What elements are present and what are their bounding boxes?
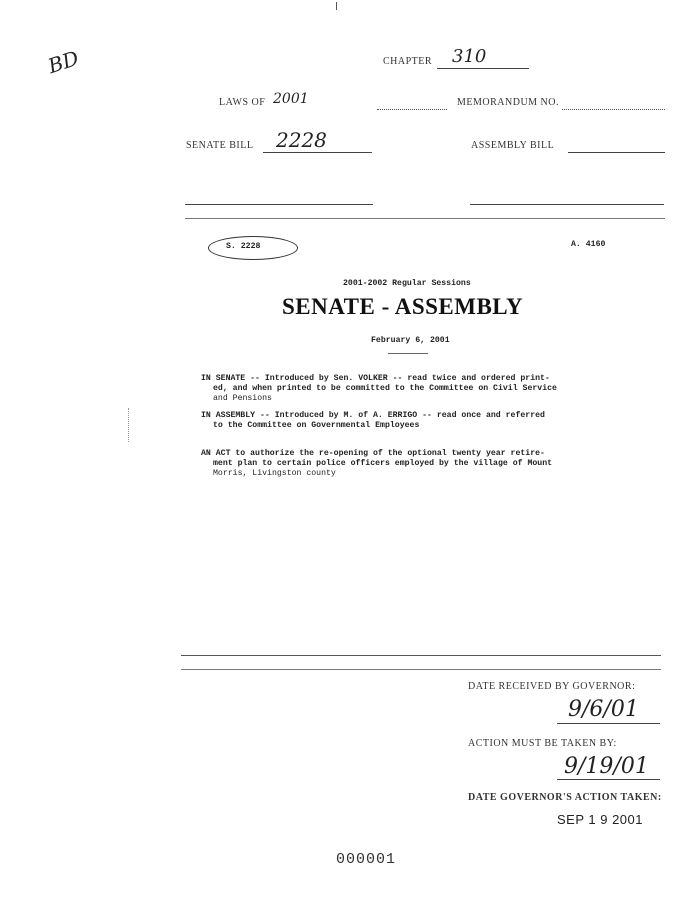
- senate-bill-value: 2228: [276, 128, 327, 152]
- laws-underline: [377, 109, 447, 110]
- bottom-rule-1: [181, 655, 661, 656]
- corner-handwritten-mark: BD: [45, 45, 82, 79]
- page-number: 000001: [336, 851, 397, 868]
- assembly-bill-number: A. 4160: [571, 240, 606, 249]
- senate-bill-label: SENATE BILL: [186, 140, 254, 151]
- chapter-label: CHAPTER: [383, 56, 433, 67]
- form-divider-right: [470, 204, 664, 205]
- date-received-underline: [557, 723, 660, 724]
- act-line-2: ment plan to certain police officers employed by the village of Mount: [213, 459, 553, 468]
- action-by-underline: [557, 779, 660, 780]
- assembly-intro-line-2: to the Committee on Governmental Employees: [213, 421, 420, 430]
- date-underline: [388, 353, 428, 354]
- date-received-value: 9/6/01: [568, 697, 639, 722]
- action-by-label: ACTION MUST BE TAKEN BY:: [468, 738, 617, 749]
- chapter-value: 310: [452, 46, 487, 67]
- session-line: 2001-2002 Regular Sessions: [343, 279, 471, 288]
- memorandum-underline: [562, 109, 665, 110]
- senate-intro-line-3: and Pensions: [213, 394, 272, 403]
- chapter-underline: [437, 68, 529, 69]
- scan-tick: [336, 2, 337, 10]
- senate-intro-line-1: IN SENATE -- Introduced by Sen. VOLKER -- read twice and ordered print-: [201, 374, 550, 383]
- form-divider-full: [185, 218, 665, 219]
- bill-date: February 6, 2001: [371, 336, 450, 345]
- memorandum-label: MEMORANDUM NO.: [457, 97, 560, 108]
- action-taken-stamp: SEP 1 9 2001: [557, 812, 643, 827]
- senate-intro-line-2: ed, and when printed to be committed to the Committee on Civil Service: [213, 384, 557, 393]
- action-taken-label: DATE GOVERNOR'S ACTION TAKEN:: [468, 792, 662, 803]
- action-by-value: 9/19/01: [564, 754, 649, 779]
- senate-bill-number: S. 2228: [226, 242, 261, 251]
- bill-title: SENATE - ASSEMBLY: [282, 294, 524, 319]
- form-divider-left: [185, 204, 373, 205]
- laws-value: 2001: [273, 91, 309, 107]
- assembly-bill-underline: [568, 152, 665, 153]
- bottom-rule-2: [181, 669, 661, 670]
- act-line-1: AN ACT to authorize the re-opening of the optional twenty year retire-: [201, 449, 545, 458]
- date-received-label: DATE RECEIVED BY GOVERNOR:: [468, 681, 636, 692]
- assembly-bill-label: ASSEMBLY BILL: [471, 140, 555, 151]
- margin-speck: [128, 408, 130, 442]
- assembly-intro-line-1: IN ASSEMBLY -- Introduced by M. of A. ERRIGO -- read once and referred: [201, 411, 545, 420]
- laws-label: LAWS OF: [219, 97, 266, 108]
- act-line-3: Morris, Livingston county: [213, 469, 336, 478]
- senate-bill-underline: [263, 152, 372, 153]
